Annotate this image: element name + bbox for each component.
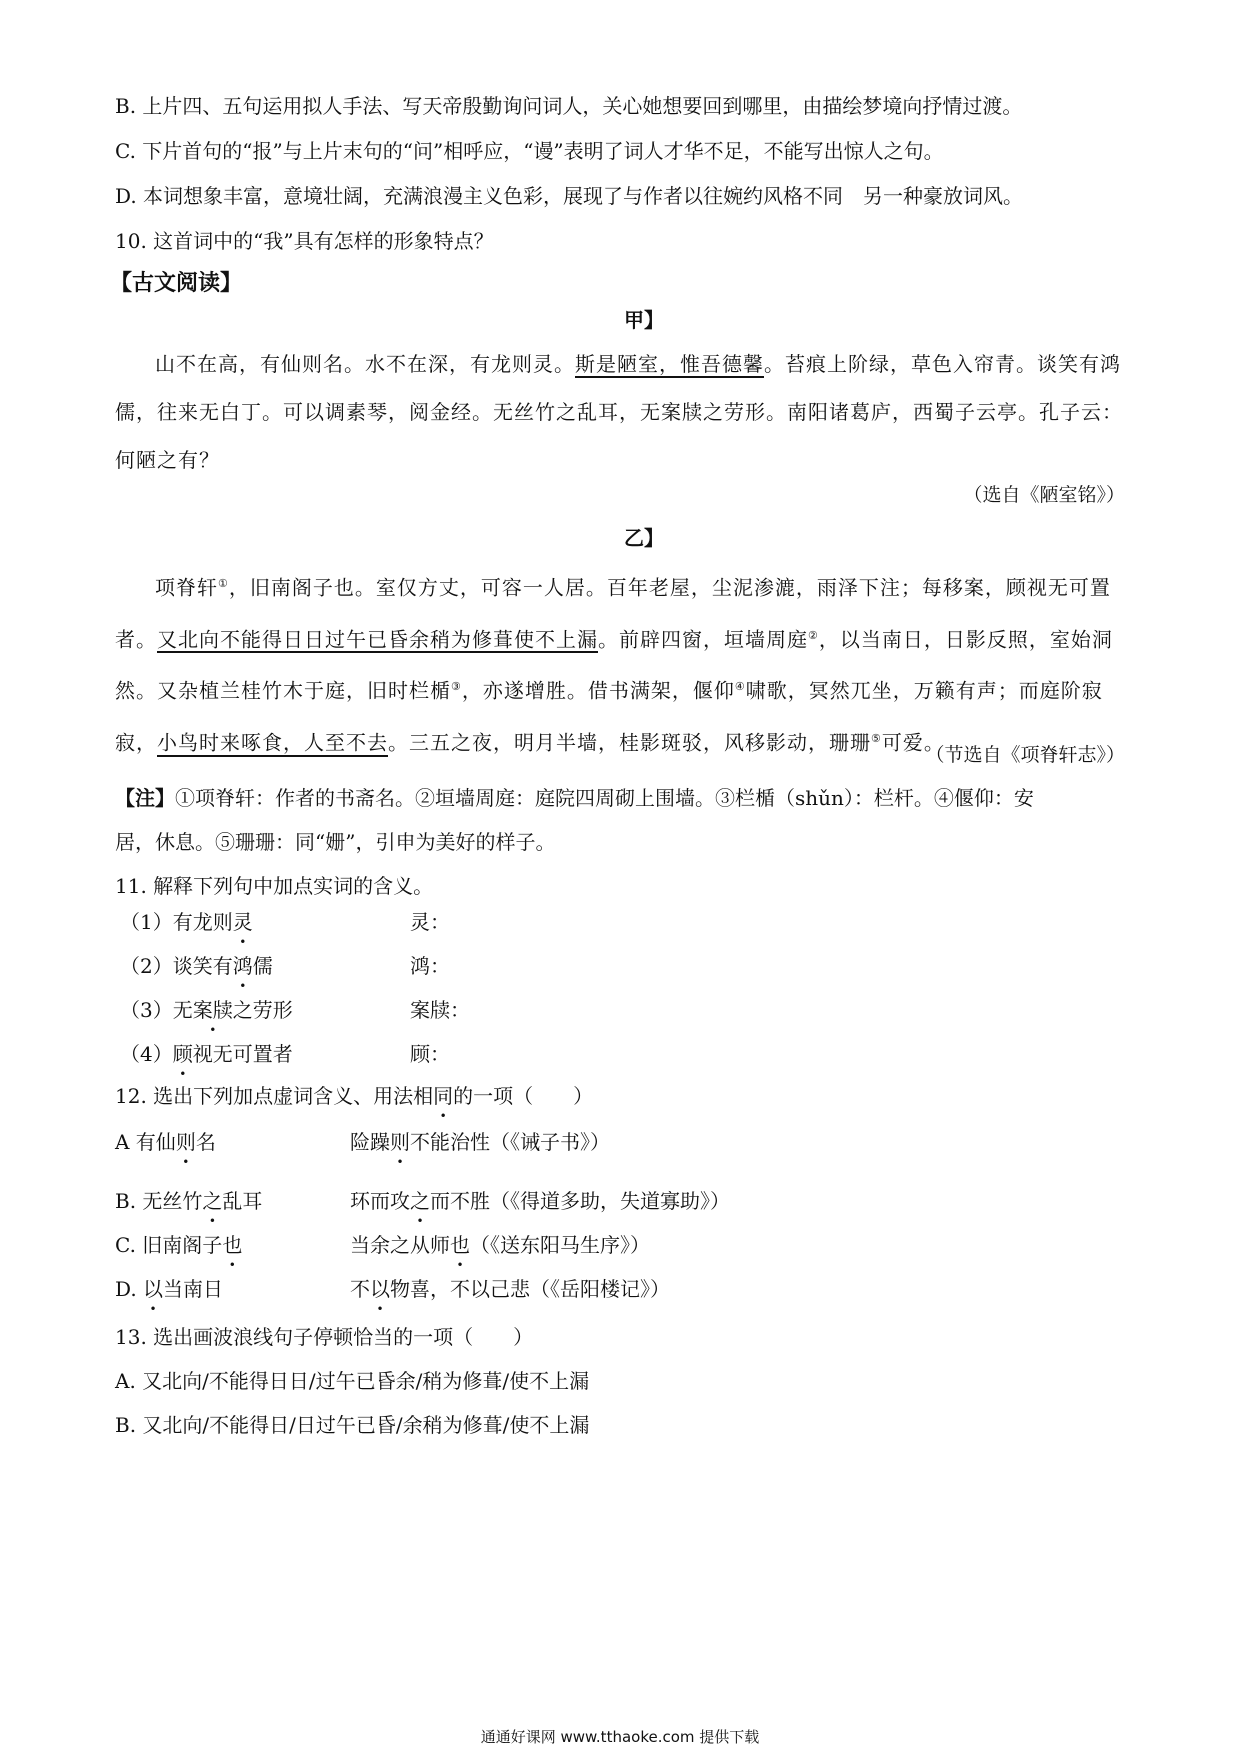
dotted-char: 同 [433, 1084, 454, 1108]
option-c-text: C. 下片首句的“报”与上片末句的“问”相呼应，“谩”表明了词人才华不足，不能写出惊人之句。 [115, 139, 944, 163]
opt-r-post: 不能治性（《诫子书》） [410, 1130, 610, 1154]
opt-r-post: 而不胜（《得道多助，失道寡助》） [430, 1189, 730, 1213]
yi-c: 。前辟四窗，垣墙周庭 [598, 627, 808, 652]
opt-r-pre: 当余之从师 [350, 1233, 450, 1257]
opt-pre: A 有仙 [115, 1130, 176, 1154]
item-pre: 有龙则 [172, 910, 233, 934]
item-num: （4） [120, 1042, 173, 1066]
dotted-char: 则 [390, 1130, 410, 1154]
yi-g: 。三五之夜，明月半墙，桂影斑驳，风移影动，珊珊 [388, 730, 871, 755]
note-ref-4: ④ [734, 680, 746, 694]
answer-label: 灵： [410, 910, 450, 934]
q13-option-b[interactable]: B. 又北向/不能得日/日过午已昏/余稍为修葺/使不上漏 [115, 1413, 590, 1437]
jia-source: （选自《陋室铭》） [963, 484, 1125, 506]
q12-stem-b: 的一项（ ） [453, 1084, 594, 1108]
opt-post: 当南日 [163, 1277, 224, 1301]
jia-p1: 山不在高，有仙则名。水不在深，有龙则灵。 [155, 352, 575, 376]
note-line-2: 居，休息。⑤珊珊：同“姗”，引申为美好的样子。 [115, 830, 556, 854]
jia-rest: 。苔痕上阶绿，草色入帘青。谈笑有鸿儒，往来无白丁。可以调素琴，阅金经。无丝竹之乱耳，无案牍之劳形。南阳诸葛庐，西蜀子云亭。孔子云：何陋之有？ [115, 352, 1123, 472]
item-post: 之劳形 [232, 998, 293, 1022]
dotted-char: 以 [370, 1277, 390, 1301]
yi-underline-2: 小鸟时来啄食，人至不去 [157, 730, 388, 755]
section-title: 【古文阅读】 [110, 270, 243, 296]
yi-wavy-underline: 又北向不能得日日过午已昏余稍为修葺使不上漏 [157, 627, 598, 652]
opt-r-pre: 不 [350, 1277, 370, 1301]
note-line-1 [115, 784, 1034, 812]
jia-title: 甲】 [624, 308, 664, 332]
question-10: 10. 这首词中的“我”具有怎样的形象特点？ [115, 229, 494, 253]
opt-r-pre: 环而攻 [350, 1189, 410, 1213]
yi-title: 乙】 [624, 526, 664, 550]
dotted-char: 灵 [232, 910, 253, 934]
dotted-char: 则 [175, 1130, 196, 1154]
note-ref-1: ① [218, 577, 229, 590]
dotted-char: 以 [143, 1277, 164, 1301]
note-label: 【注】 [115, 786, 175, 810]
answer-label: 案牍： [410, 998, 470, 1022]
item-num: （2） [120, 954, 173, 978]
dotted-char: 之 [202, 1189, 223, 1213]
yi-f: 啸歌，冥然兀坐，万籁有声；而庭阶寂寂， [115, 678, 1103, 755]
dotted-char: 顾 [172, 1042, 193, 1066]
item-pre: 无 [172, 998, 193, 1022]
opt-post: 乱耳 [222, 1189, 263, 1213]
footer-text: 通通好课网 www.tthaoke.com 提供下载 [480, 1728, 760, 1746]
opt-r-pre: 险躁 [350, 1130, 390, 1154]
question-12 [115, 1082, 593, 1110]
option-d-text: D. 本词想象丰富，意境壮阔，充满浪漫主义色彩，展现了与作者以往婉约风格不同 另一种豪放词风。 [115, 184, 1024, 208]
yi-passage [115, 560, 1125, 767]
item-num: （3） [120, 998, 173, 1022]
yi-source: （节选自《项脊轩志》） [925, 744, 1125, 766]
item-post: 儒 [252, 954, 273, 978]
jia-passage [115, 340, 1125, 484]
note-text-1: ①项脊轩：作者的书斋名。②垣墙周庭：庭院四周砌上围墙。③栏楯（shǔn）：栏杆。④偃仰：安 [175, 786, 1034, 810]
opt-pre: B. 无丝竹 [115, 1189, 203, 1213]
note-ref-2: ② [808, 628, 819, 642]
opt-r-post: 物喜，不以己悲（《岳阳楼记》） [390, 1277, 670, 1301]
item-num: （1） [120, 910, 173, 934]
note-ref-5: ⑤ [871, 731, 882, 745]
opt-r-post: （《送东阳马生序》） [470, 1233, 650, 1257]
item-pre: 谈笑有 [172, 954, 233, 978]
yi-e: ，亦遂增胜。借书满架，偃仰 [461, 678, 735, 703]
answer-label: 鸿： [410, 954, 450, 978]
q12-stem-a: 12. 选出下列加点虚词含义、用法相 [115, 1084, 434, 1108]
dotted-char: 也 [450, 1233, 470, 1257]
dotted-char: 鸿 [232, 954, 253, 978]
dotted-char: 案牍 [192, 998, 233, 1022]
q13-option-a[interactable]: A. 又北向/不能得日日/过午已昏余/稍为修葺/使不上漏 [115, 1369, 590, 1393]
yi-d: ，以当南日，日影反照，室始洞然。又杂植兰桂竹木于庭，旧时栏楯 [115, 627, 1113, 703]
option-b-text: B. 上片四、五句运用拟人手法、写天帝殷勤询问词人，关心她想要回到哪里，由描绘梦境向抒情过渡。 [115, 94, 1023, 118]
yi-a: 项脊轩 [155, 575, 218, 600]
yi-b: ，旧南阁子也。室仅方丈，可容一人居。百年老屋，尘泥渗漉，雨泽下注；每移案，顾视无可置者。 [115, 575, 1111, 652]
note-ref-3: ③ [451, 680, 462, 694]
question-13: 13. 选出画波浪线句子停顿恰当的一项（ ） [115, 1325, 534, 1349]
item-post: 视无可置者 [192, 1042, 293, 1066]
opt-pre: D. [115, 1277, 144, 1301]
opt-post: 名 [195, 1130, 216, 1154]
yi-h: 可爱。 [881, 730, 945, 755]
jia-underline: 斯是陋室，惟吾德馨 [575, 352, 764, 376]
answer-label: 顾： [410, 1042, 450, 1066]
dotted-char: 之 [410, 1189, 430, 1213]
opt-pre: C. 旧南阁子 [115, 1233, 223, 1257]
question-11: 11. 解释下列句中加点实词的含义。 [115, 874, 434, 898]
dotted-char: 也 [222, 1233, 243, 1257]
